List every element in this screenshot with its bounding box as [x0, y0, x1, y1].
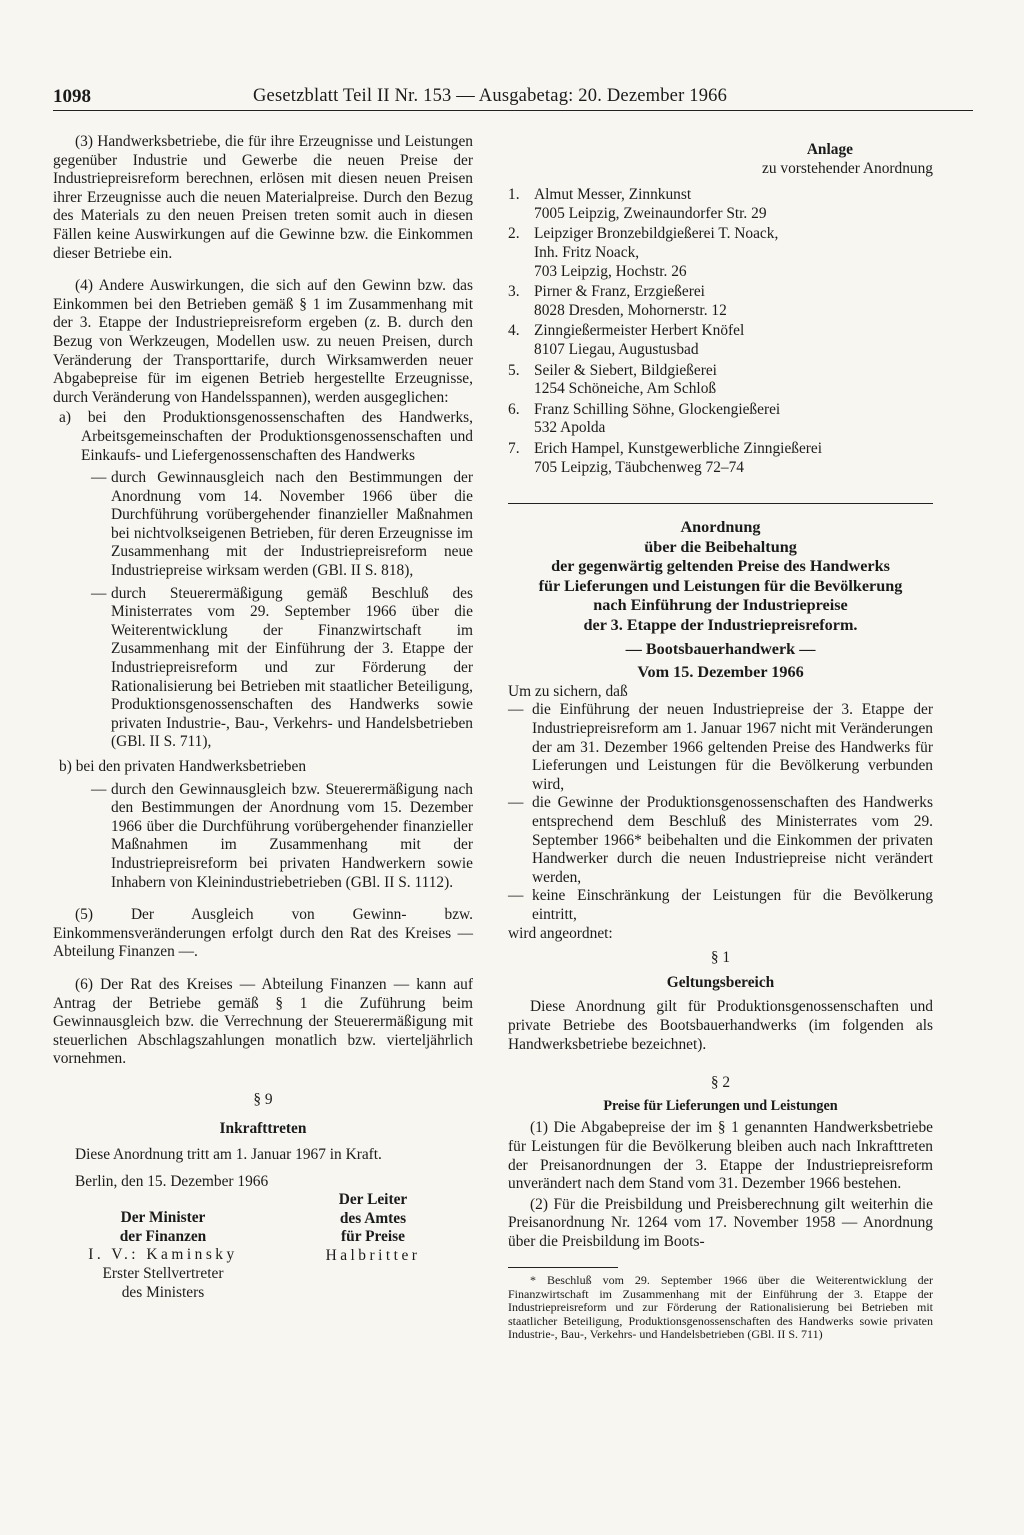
anlage-item-line: Erich Hampel, Kunstgewerbliche Zinngießerei	[534, 439, 823, 457]
ordinance-title-line: Anordnung	[680, 518, 761, 537]
item-a	[53, 409, 473, 465]
section-divider	[508, 503, 933, 504]
sig-right-line-1: Der Leiter	[338, 1191, 408, 1209]
section-2-title: Preise für Lieferungen und Leistungen	[603, 1097, 838, 1114]
dash-mark: —	[91, 584, 107, 602]
intro-dash-3-text: keine Einschränkung der Leistungen für die Bevölkerung eintritt,	[532, 887, 933, 923]
anlage-item-line: 7005 Leipzig, Zweinaundorfer Str. 29	[534, 204, 767, 222]
anlage-item	[508, 322, 933, 359]
anlage-item-line: 1254 Schöneiche, Am Schloß	[534, 380, 717, 398]
dash-mark: —	[508, 701, 524, 719]
section-9-text: Diese Anordnung tritt am 1. Januar 1967 in Kraft.	[75, 1146, 382, 1164]
section-1-title: Geltungsbereich	[666, 973, 775, 991]
footnote: * Beschluß vom 29. September 1966 über die Weiterentwicklung der Finanzwirtschaft im Zusammenhang mit der Einführung der 3. Etappe der Industriepreisreform und zur Förderung der Rationalisierung bei Betrieben mit staatlicher Beteiligung, Produktionsgenossenschaften des Handwerks sowie privaten Industrie-, Bau-, Verkehrs- und Handelsbetrieben (GBl. II S. 711)	[508, 1273, 933, 1342]
intro-dash-1-text: die Einführung der neuen Industriepreise der 3. Etappe der Industriepreisreform am 1. Januar 1967 nicht mit Veränderungen der am 31. Dezember 1966 geltenden Preise des Handwerks für Lieferungen und Leistungen für die Bevölkerung verbunden wird,	[532, 701, 933, 793]
anlage-item-number: 3.	[508, 283, 520, 301]
place-date: Berlin, den 15. Dezember 1966	[75, 1172, 269, 1190]
ordinance-title-line: über die Beibehaltung	[644, 537, 797, 556]
right-column	[508, 141, 933, 1342]
paragraph-3: (3) Handwerksbetriebe, die für ihre Erzeugnisse und Leistungen gegenüber Industrie und Gewerbe die neuen Preise der Industriepreisreform berechnen, erlösen mit diesen neuen Preisen ihrer Erzeugnisse auch die neuen Materialpreise. Durch den Bezug des Materials zu den neuen Preisen treten somit auch in diesen Fällen keine Auswirkungen auf die Gewinne bzw. die Einkommen dieser Betriebe ein.	[53, 133, 473, 262]
item-b-dash-1	[53, 781, 473, 893]
page-header	[53, 86, 973, 111]
anlage-subtitle: zu vorstehender Anordnung	[762, 159, 933, 177]
item-b	[53, 758, 473, 777]
left-column	[53, 133, 473, 1301]
anlage-item-line: 532 Apolda	[534, 419, 606, 437]
intro-dash-3	[508, 887, 933, 924]
item-b-label: b)	[59, 758, 72, 775]
paragraph-5: (5) Der Ausgleich von Gewinn- bzw. Einkommensveränderungen erfolgt durch den Rat des Kreises — Abteilung Finanzen —.	[53, 906, 473, 961]
sig-left-name: I. V.: Kaminsky	[88, 1246, 238, 1264]
sig-right-line-2: des Amtes	[339, 1209, 407, 1227]
intro-dash-2	[508, 794, 933, 887]
anlage-item-line: Zinngießermeister Herbert Knöfel	[534, 322, 745, 340]
paragraph-4: (4) Andere Auswirkungen, die sich auf den Gewinn bzw. das Einkommen bei den Betrieben gemäß § 1 im Zusammenhang mit der 3. Etappe der Industriepreisreform ergeben (z. B. durch den Bezug von Werkzeugen, Modellen usw. zu neuen Preisen, durch Veränderung der Transporttarife, durch Wirksamwerden neuer Abgabepreise für im eigenen Betrieb hergestellte Erzeugnisse, durch Veränderung von Handelsspannen), werden ausgeglichen:	[53, 277, 473, 406]
intro-dash-2-text: die Gewinne der Produktionsgenossenschaften des Handwerks entsprechend dem Beschluß des Ministerrates vom 29. September 1966* beibehalten und die Einkommen der privaten Handwerker durch die neuen Industriepreise nicht verändert werden,	[532, 794, 933, 886]
header-title: Gesetzblatt Teil II Nr. 153 — Ausgabetag: 20. Dezember 1966	[253, 86, 728, 106]
section-9-title: Inkrafttreten	[219, 1119, 307, 1137]
anlage-item	[508, 186, 933, 223]
item-a-label: a)	[59, 409, 71, 427]
anlage-item-line: 705 Leipzig, Täubchenweg 72–74	[534, 458, 744, 476]
ordinance-title-line: nach Einführung der Industriepreise	[593, 596, 848, 615]
anlage-item-line: Seiler & Siebert, Bildgießerei	[534, 361, 717, 379]
section-2-paragraph-2: (2) Für die Preisbildung und Preisberechnung gilt weiterhin die Preisanordnung Nr. 1264 vom 17. November 1958 — Anordnung über die Preisbildung im Boots-	[508, 1195, 933, 1250]
anlage-item-number: 7.	[508, 439, 520, 457]
sig-left-line-2: der Finanzen	[119, 1227, 207, 1245]
anlage-item-line: Leipziger Bronzebildgießerei T. Noack,	[534, 225, 779, 243]
ordinance-title	[508, 518, 933, 683]
sig-left-line-5: des Ministers	[121, 1283, 205, 1301]
ordinance-title-line: für Lieferungen und Leistungen für die Bevölkerung	[538, 576, 903, 595]
anlage-item-line: 8107 Liegau, Augustusbad	[534, 340, 699, 358]
dash-mark: —	[91, 469, 107, 487]
anlage-item-number: 5.	[508, 361, 520, 379]
item-a-dash-2	[53, 585, 473, 752]
anlage-item-line: Almut Messer, Zinnkunst	[534, 186, 692, 204]
signature-right	[298, 1191, 448, 1265]
ordinance-subtitle: — Bootsbauerhandwerk —	[625, 639, 816, 658]
intro-text: Um zu sichern, daß	[508, 682, 628, 700]
item-b-text: bei den privaten Handwerksbetrieben	[75, 758, 307, 775]
anlage-item	[508, 283, 933, 320]
anlage-item-number: 4.	[508, 322, 520, 340]
dash-mark: —	[508, 887, 524, 905]
signature-left	[73, 1209, 253, 1302]
sig-right-line-3: für Preise	[341, 1228, 405, 1246]
item-a-dash-1-text: durch Gewinnausgleich nach den Bestimmungen der Anordnung vom 14. November 1966 über die Durchführung vorübergehender finanzieller Maßnahmen bei nichtvolkseigenen Betrieben, für deren Erzeugnisse im Zusammenhang mit der Industriepreisreform neue Industriepreise wirksam werden (GBl. II S. 818),	[111, 469, 473, 580]
section-9-heading: § 9	[253, 1090, 273, 1108]
anlage-item-line: Franz Schilling Söhne, Glockengießerei	[534, 400, 781, 418]
anlage-item-line: 8028 Dresden, Mohornerstr. 12	[534, 301, 727, 319]
page-number: 1098	[53, 86, 91, 107]
anlage-item-line: 703 Leipzig, Hochstr. 26	[534, 262, 687, 280]
item-a-dash-1	[53, 469, 473, 581]
ordinance-title-line: der gegenwärtig geltenden Preise des Handwerks	[551, 557, 890, 576]
section-2-paragraph-1: (1) Die Abgabepreise der im § 1 genannten Handwerksbetriebe für Leistungen für die Bevölkerung bleiben auch nach Inkrafttreten der Preisanordnungen der 3. Etappe der Industriepreisreform unverändert nach dem Stand vom 31. Dezember 1966 bestehen.	[508, 1119, 933, 1193]
anlage-item	[508, 225, 933, 281]
section-2-heading: § 2	[710, 1074, 731, 1092]
footnote-rule	[508, 1267, 618, 1268]
section-1-heading: § 1	[710, 949, 731, 967]
signatures	[53, 1191, 473, 1301]
paragraph-6: (6) Der Rat des Kreises — Abteilung Finanzen — kann auf Antrag der Betriebe gemäß § 1 die Zuführung beim Gewinnausgleich bzw. die Verrechnung der Steuerermäßigung mit steuerlichen Abschlagszahlungen monatlich bzw. vierteljährlich vornehmen.	[53, 975, 473, 1068]
ordinance-date: Vom 15. Dezember 1966	[637, 663, 804, 682]
anlage-item-number: 2.	[508, 225, 520, 243]
item-b-dash-1-text: durch den Gewinnausgleich bzw. Steuerermäßigung nach den Bestimmungen der Anordnung vom 15. Dezember 1966 über die Durchführung vorübergehender finanzieller Maßnahmen im Zusammenhang mit der Industriepreisreform bei privaten Handwerkern sowie Inhabern von Kleinindustriebetrieben (GBl. II S. 1112).	[111, 780, 473, 891]
sig-left-line-4: Erster Stellvertreter	[102, 1265, 224, 1283]
anlage-item-line: Pirner & Franz, Erzgießerei	[534, 283, 705, 301]
anlage-item	[508, 440, 933, 477]
sig-left-line-1: Der Minister	[120, 1209, 206, 1227]
section-1-text: Diese Anordnung gilt für Produktionsgenossenschaften und private Betriebe des Bootsbauerhandwerks (im folgenden als Handwerksbetriebe bezeichnet).	[508, 998, 933, 1053]
ordinance-title-line: der 3. Etappe der Industriepreisreform.	[583, 616, 858, 635]
anlage-item	[508, 401, 933, 438]
anlage-item	[508, 362, 933, 399]
item-a-dash-2-text: durch Steuerermäßigung gemäß Beschluß des Ministerrates vom 29. September 1966 über die Weiterentwicklung der Finanzwirtschaft im Zusammenhang mit der Einführung der 3. Etappe der Industriepreisreform und zur Förderung der Rationalisierung bei Betrieben mit staatlicher Beteiligung, Produktionsgenossenschaften des Handwerks sowie privaten Industrie-, Bau-, Verkehrs- und Handelsbetrieben (GBl. II S. 711),	[111, 584, 473, 751]
ordered-line: wird angeordnet:	[508, 924, 613, 942]
dash-mark: —	[91, 780, 107, 798]
anlage-item-line: Inh. Fritz Noack,	[534, 243, 640, 261]
sig-right-name: Halbritter	[325, 1247, 421, 1265]
anlage-title: Anlage	[806, 141, 853, 158]
anlage-item-number: 6.	[508, 400, 520, 418]
intro-dash-1	[508, 701, 933, 794]
dash-mark: —	[508, 794, 524, 812]
anlage-item-number: 1.	[508, 186, 520, 204]
item-a-text: bei den Produktionsgenossenschaften des Handwerks, Arbeitsgemeinschaften der Produktionsgenossenschaften und Einkaufs- und Liefergenossenschaften des Handwerks	[81, 409, 473, 464]
